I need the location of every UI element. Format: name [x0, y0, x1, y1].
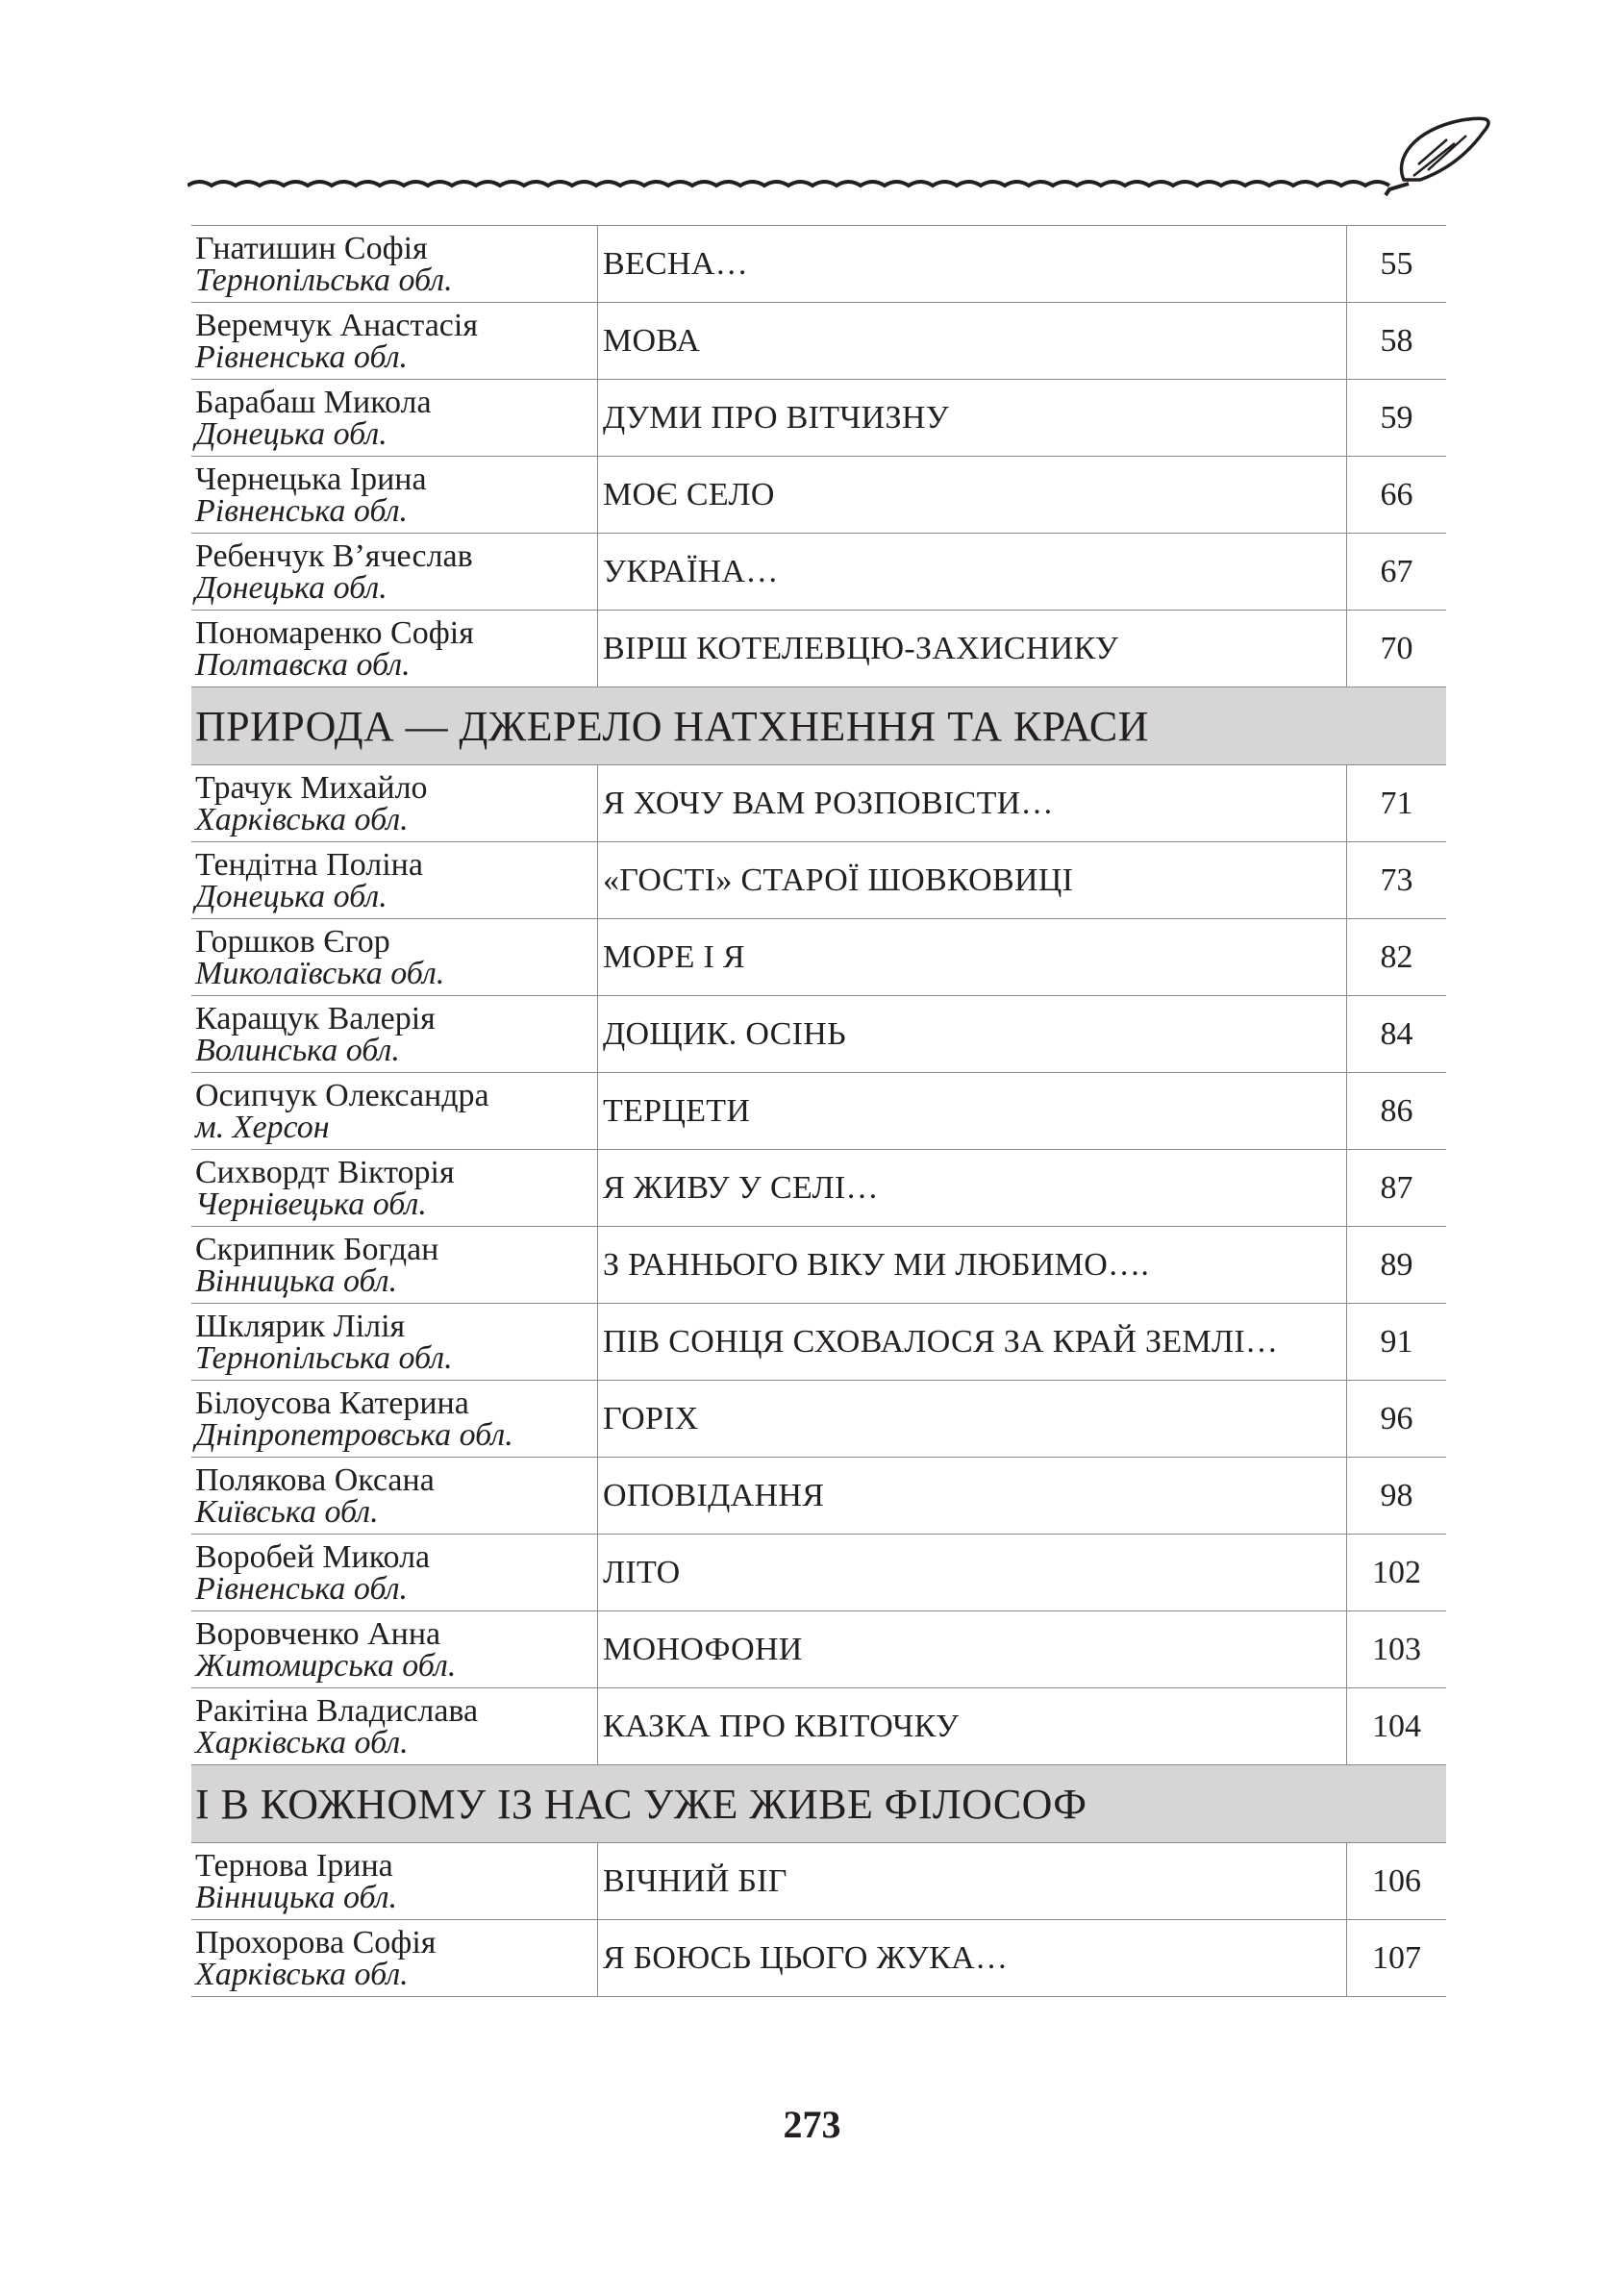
- title-cell: [598, 1688, 1347, 1765]
- author-region: Київська обл.: [195, 1493, 379, 1530]
- table-row: [191, 1611, 1446, 1688]
- table-row: [191, 611, 1446, 687]
- author-region: Харківська обл.: [195, 801, 409, 837]
- title-cell: [598, 611, 1347, 687]
- author-region: Харківська обл.: [195, 1956, 409, 1992]
- title-cell: [598, 226, 1347, 303]
- section-title: І В КОЖНОМУ ІЗ НАС УЖЕ ЖИВЕ ФІЛОСОФ: [195, 1780, 1087, 1828]
- section-header-cell: [191, 687, 1446, 765]
- author-cell: [191, 1381, 598, 1458]
- author-region: Тернопільська обл.: [195, 262, 453, 298]
- author-cell: [191, 1227, 598, 1304]
- work-title: УКРАЇНА…: [603, 553, 779, 589]
- page-cell: [1347, 1073, 1447, 1150]
- author-name: Шклярик Лілія: [195, 1308, 406, 1344]
- page-cell: [1347, 765, 1447, 842]
- author-cell: [191, 457, 598, 534]
- title-cell: [598, 1611, 1347, 1688]
- author-cell: [191, 842, 598, 919]
- page-ref: 102: [1372, 1554, 1421, 1590]
- author-name: Горшков Єгор: [195, 923, 390, 960]
- author-region: Дніпропетровська обл.: [195, 1416, 513, 1453]
- work-title: Я БОЮСЬ ЦЬОГО ЖУКА…: [603, 1939, 1009, 1976]
- title-cell: [598, 1843, 1347, 1920]
- author-name: Прохорова Софія: [195, 1924, 437, 1960]
- work-title: ДУМИ ПРО ВІТЧИЗНУ: [603, 399, 950, 436]
- author-cell: [191, 1150, 598, 1227]
- work-title: ОПОВІДАННЯ: [603, 1477, 825, 1513]
- work-title: МОНОФОНИ: [603, 1631, 803, 1667]
- table-row: [191, 534, 1446, 611]
- author-cell: [191, 1843, 598, 1920]
- page-cell: [1347, 1688, 1447, 1765]
- work-title: ДОЩИК. ОСІНЬ: [603, 1015, 846, 1052]
- author-cell: [191, 226, 598, 303]
- table-row: [191, 1920, 1446, 1997]
- section-title: ПРИРОДА — ДЖЕРЕЛО НАТХНЕННЯ ТА КРАСИ: [195, 702, 1149, 750]
- author-region: Житомирська обл.: [195, 1647, 457, 1684]
- table-row: [191, 765, 1446, 842]
- author-region: м. Херсон: [195, 1109, 330, 1145]
- page-ref: 84: [1380, 1015, 1413, 1052]
- title-cell: [598, 996, 1347, 1073]
- author-cell: [191, 919, 598, 996]
- title-cell: [598, 1920, 1347, 1997]
- author-cell: [191, 996, 598, 1073]
- page-cell: [1347, 303, 1447, 380]
- author-cell: [191, 1920, 598, 1997]
- page-cell: [1347, 1920, 1447, 1997]
- page-cell: [1347, 1381, 1447, 1458]
- page-ref: 91: [1380, 1323, 1413, 1360]
- author-name: Веремчук Анастасія: [195, 307, 478, 343]
- table-row: [191, 1843, 1446, 1920]
- work-title: Я ЖИВУ У СЕЛІ…: [603, 1169, 879, 1206]
- page-ref: 96: [1380, 1400, 1413, 1436]
- work-title: ВІРШ КОТЕЛЕВЦЮ-ЗАХИСНИКУ: [603, 630, 1119, 666]
- page-cell: [1347, 1611, 1447, 1688]
- toc-body: [191, 226, 1446, 1997]
- wavy-line-quill-icon: [187, 111, 1505, 197]
- author-region: Рівненська обл.: [195, 492, 409, 529]
- page-cell: [1347, 1535, 1447, 1611]
- table-row: [191, 842, 1446, 919]
- title-cell: [598, 919, 1347, 996]
- work-title: МОРЕ І Я: [603, 938, 745, 975]
- author-region: Рівненська обл.: [195, 338, 409, 375]
- author-region: Вінницька обл.: [195, 1879, 398, 1915]
- author-region: Тернопільська обл.: [195, 1339, 453, 1376]
- page-cell: [1347, 611, 1447, 687]
- table-row: [191, 1458, 1446, 1535]
- table-row: [191, 380, 1446, 457]
- section-header-row: [191, 687, 1446, 765]
- author-cell: [191, 1458, 598, 1535]
- page-cell: [1347, 457, 1447, 534]
- page-cell: [1347, 842, 1447, 919]
- title-cell: [598, 1150, 1347, 1227]
- page-ref: 71: [1380, 785, 1413, 821]
- section-header-row: [191, 1765, 1446, 1843]
- author-cell: [191, 1304, 598, 1381]
- page-ref: 86: [1380, 1092, 1413, 1129]
- title-cell: [598, 1458, 1347, 1535]
- page-ref: 106: [1372, 1862, 1421, 1899]
- page-ref: 66: [1380, 476, 1413, 512]
- page-ref: 58: [1380, 322, 1413, 359]
- title-cell: [598, 1304, 1347, 1381]
- work-title: МОЄ СЕЛО: [603, 476, 775, 512]
- page-ref: 98: [1380, 1477, 1413, 1513]
- title-cell: [598, 303, 1347, 380]
- table-row: [191, 996, 1446, 1073]
- author-region: Полтавска обл.: [195, 646, 411, 683]
- page-ref: 73: [1380, 861, 1413, 898]
- title-cell: [598, 1227, 1347, 1304]
- work-title: «ГОСТІ» СТАРОЇ ШОВКОВИЦІ: [603, 861, 1074, 898]
- author-region: Волинська обл.: [195, 1032, 400, 1068]
- work-title: ПІВ СОНЦЯ СХОВАЛОСЯ ЗА КРАЙ ЗЕМЛІ…: [603, 1323, 1279, 1360]
- work-title: КАЗКА ПРО КВІТОЧКУ: [603, 1708, 960, 1744]
- page-ref: 67: [1380, 553, 1413, 589]
- author-name: Трачук Михайло: [195, 769, 428, 806]
- author-name: Осипчук Олександра: [195, 1077, 489, 1113]
- author-cell: [191, 380, 598, 457]
- author-name: Воробей Микола: [195, 1538, 431, 1575]
- table-of-contents: [191, 225, 1446, 1997]
- page-cell: [1347, 1227, 1447, 1304]
- page-ref: 87: [1380, 1169, 1413, 1206]
- title-cell: [598, 1535, 1347, 1611]
- page-cell: [1347, 996, 1447, 1073]
- work-title: З РАННЬОГО ВІКУ МИ ЛЮБИМО….: [603, 1246, 1150, 1283]
- title-cell: [598, 765, 1347, 842]
- author-name: Барабаш Микола: [195, 384, 432, 420]
- title-cell: [598, 380, 1347, 457]
- author-name: Гнатишин Софія: [195, 230, 428, 266]
- author-cell: [191, 534, 598, 611]
- table-row: [191, 303, 1446, 380]
- page-cell: [1347, 380, 1447, 457]
- table-row: [191, 1073, 1446, 1150]
- author-cell: [191, 611, 598, 687]
- author-cell: [191, 1535, 598, 1611]
- table-row: [191, 226, 1446, 303]
- page-ref: 70: [1380, 630, 1413, 666]
- page-cell: [1347, 1304, 1447, 1381]
- page-cell: [1347, 1843, 1447, 1920]
- author-name: Полякова Оксана: [195, 1461, 435, 1498]
- table-row: [191, 1381, 1446, 1458]
- author-region: Рівненська обл.: [195, 1570, 409, 1607]
- work-title: ВІЧНИЙ БІГ: [603, 1862, 787, 1899]
- page-ref: 107: [1372, 1939, 1421, 1976]
- table-row: [191, 1227, 1446, 1304]
- author-region: Донецька обл.: [195, 878, 387, 914]
- page-cell: [1347, 919, 1447, 996]
- author-region: Харківська обл.: [195, 1724, 409, 1760]
- quill-icon: [1386, 118, 1488, 195]
- page-cell: [1347, 534, 1447, 611]
- author-region: Миколаївська обл.: [195, 955, 445, 991]
- author-cell: [191, 303, 598, 380]
- author-cell: [191, 1073, 598, 1150]
- author-name: Тендітна Поліна: [195, 846, 423, 883]
- title-cell: [598, 1381, 1347, 1458]
- title-cell: [598, 534, 1347, 611]
- table-row: [191, 457, 1446, 534]
- page-ref: 55: [1380, 245, 1413, 282]
- work-title: ВЕСНА…: [603, 245, 749, 282]
- author-name: Білоусова Катерина: [195, 1385, 469, 1421]
- table-row: [191, 1688, 1446, 1765]
- table-row: [191, 919, 1446, 996]
- page-ref: 104: [1372, 1708, 1421, 1744]
- author-region: Донецька обл.: [195, 415, 387, 452]
- work-title: ГОРІХ: [603, 1400, 699, 1436]
- title-cell: [598, 457, 1347, 534]
- author-name: Ребенчук В’ячеслав: [195, 537, 473, 574]
- author-region: Вінницька обл.: [195, 1262, 398, 1299]
- page-ref: 103: [1372, 1631, 1421, 1667]
- title-cell: [598, 842, 1347, 919]
- page-number: 273: [783, 2103, 841, 2146]
- table-row: [191, 1535, 1446, 1611]
- page-cell: [1347, 1150, 1447, 1227]
- author-region: Донецька обл.: [195, 569, 387, 606]
- author-name: Скрипник Богдан: [195, 1231, 439, 1267]
- table-row: [191, 1304, 1446, 1381]
- page-cell: [1347, 1458, 1447, 1535]
- section-header-cell: [191, 1765, 1446, 1843]
- author-region: Чернівецька обл.: [195, 1186, 427, 1222]
- author-name: Пономаренко Софія: [195, 614, 474, 651]
- author-cell: [191, 1611, 598, 1688]
- author-name: Сихвордт Вікторія: [195, 1154, 455, 1190]
- author-name: Ракітіна Владислава: [195, 1692, 479, 1729]
- page-ref: 82: [1380, 938, 1413, 975]
- author-cell: [191, 765, 598, 842]
- page-cell: [1347, 226, 1447, 303]
- table-row: [191, 1150, 1446, 1227]
- work-title: ЛІТО: [603, 1554, 681, 1590]
- author-name: Тернова Ірина: [195, 1847, 393, 1884]
- work-title: МОВА: [603, 322, 701, 359]
- work-title: Я ХОЧУ ВАМ РОЗПОВІСТИ…: [603, 785, 1054, 821]
- author-name: Воровченко Анна: [195, 1615, 441, 1652]
- title-cell: [598, 1073, 1347, 1150]
- work-title: ТЕРЦЕТИ: [603, 1092, 751, 1129]
- author-name: Чернецька Ірина: [195, 461, 427, 497]
- author-name: Каращук Валерія: [195, 1000, 436, 1036]
- page-ref: 89: [1380, 1246, 1413, 1283]
- page-ref: 59: [1380, 399, 1413, 436]
- author-cell: [191, 1688, 598, 1765]
